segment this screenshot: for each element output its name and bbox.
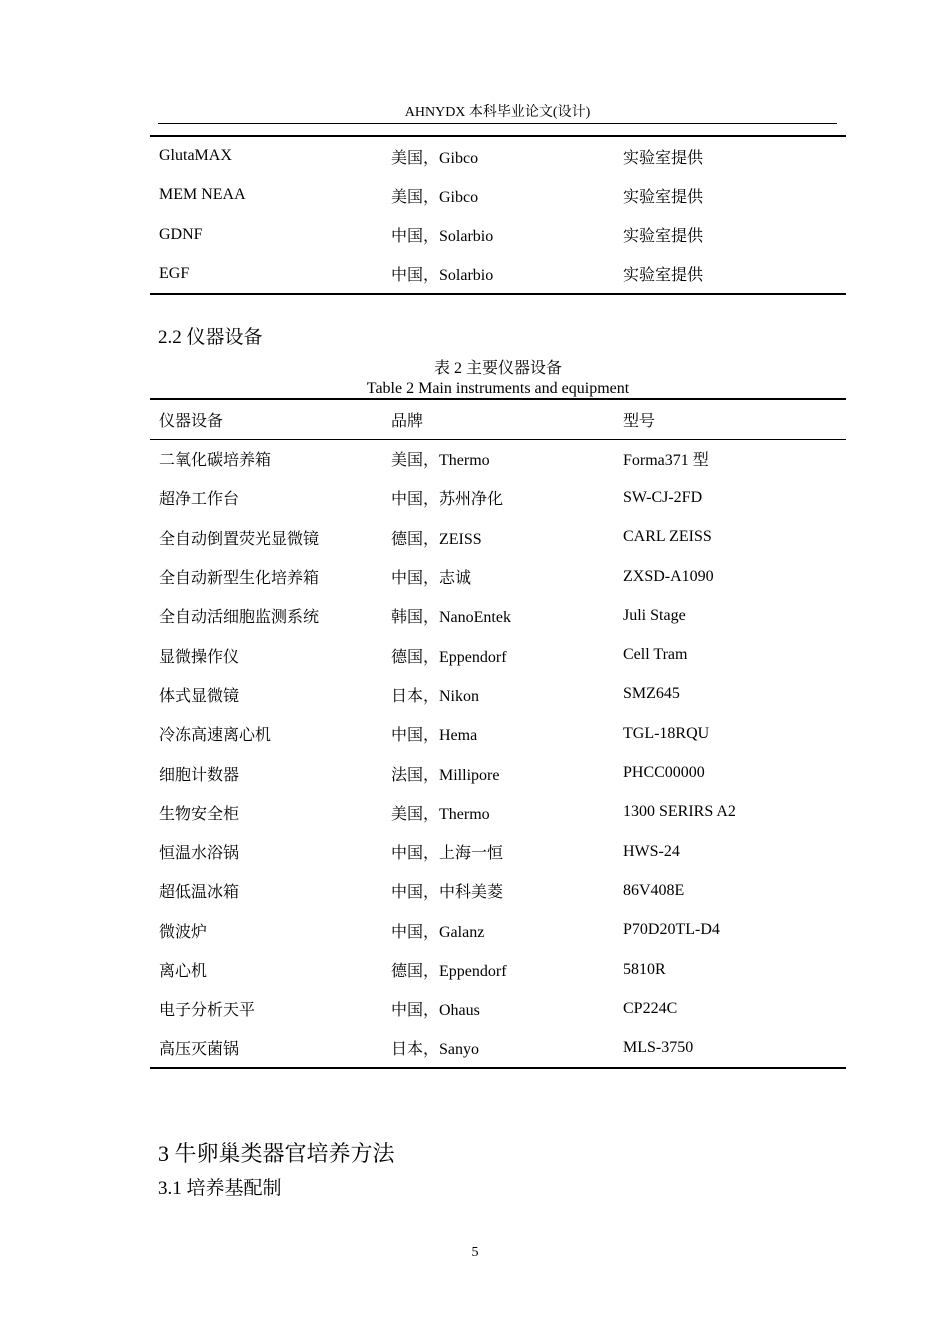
cell-brand: 美国，Gibco bbox=[391, 188, 479, 206]
cell-brand: 中国，苏州净化 bbox=[391, 491, 504, 509]
cell-model: CARL ZEISS bbox=[623, 528, 712, 546]
cell-brand: 美国，Thermo bbox=[391, 452, 490, 470]
cell-brand: 法国，Millipore bbox=[391, 766, 500, 784]
table-row bbox=[150, 215, 846, 255]
cell-model: SMZ645 bbox=[623, 685, 680, 703]
cell-brand: 中国，中科美菱 bbox=[391, 884, 504, 902]
cell-brand: 日本，Nikon bbox=[391, 687, 480, 705]
table-row bbox=[150, 176, 846, 216]
cell-model: 86V408E bbox=[623, 881, 685, 899]
cell-model: P70D20TL-D4 bbox=[623, 921, 720, 939]
cell-name: 二氧化碳培养箱 bbox=[159, 452, 272, 470]
cell-model: Forma371 型 bbox=[623, 452, 709, 470]
cell-model: Juli Stage bbox=[623, 606, 686, 624]
cell-name: 显微操作仪 bbox=[159, 648, 240, 666]
running-header: AHNYDX 本科毕业论文(设计) bbox=[404, 105, 591, 120]
header-rule bbox=[158, 123, 837, 124]
cell-brand: 中国，Ohaus bbox=[391, 1002, 480, 1020]
table-row bbox=[150, 255, 846, 295]
section-heading-3-1: 3.1 培养基配制 bbox=[158, 1178, 282, 1199]
cell-name: 恒温水浴锅 bbox=[159, 845, 240, 863]
cell-brand: 美国，Gibco bbox=[391, 149, 479, 167]
cell-name: MEM NEAA bbox=[159, 186, 246, 204]
table-row bbox=[150, 714, 846, 753]
cell-model: 5810R bbox=[623, 960, 666, 978]
table-row bbox=[150, 478, 846, 517]
table-row bbox=[150, 596, 846, 635]
cell-name: GlutaMAX bbox=[159, 147, 232, 165]
cell-brand: 德国，ZEISS bbox=[391, 530, 482, 548]
cell-name: 冷冻高速离心机 bbox=[159, 727, 272, 745]
cell-name: 细胞计数器 bbox=[159, 766, 240, 784]
column-header-instrument: 仪器设备 bbox=[159, 412, 224, 430]
cell-brand: 中国，上海一恒 bbox=[391, 845, 504, 863]
table-row bbox=[150, 675, 846, 714]
cell-brand: 中国，Solarbio bbox=[391, 267, 494, 285]
cell-brand: 德国，Eppendorf bbox=[391, 963, 507, 980]
cell-name: 全自动新型生化培养箱 bbox=[159, 570, 320, 588]
cell-name: 高压灭菌锅 bbox=[159, 1041, 240, 1059]
cell-model: 1300 SERIRS A2 bbox=[623, 803, 736, 821]
table-row bbox=[150, 439, 846, 478]
cell-name: 全自动倒置荧光显微镜 bbox=[159, 530, 320, 548]
cell-brand: 中国，Hema bbox=[391, 727, 478, 745]
cell-name: 离心机 bbox=[159, 963, 208, 980]
cell-model: 实验室提供 bbox=[623, 228, 704, 246]
cell-model: 实验室提供 bbox=[623, 267, 704, 285]
table-row bbox=[150, 635, 846, 674]
table2-caption-en: Table 2 Main instruments and equipment bbox=[366, 380, 630, 397]
cell-model: PHCC00000 bbox=[623, 764, 705, 782]
cell-brand: 中国，志诚 bbox=[391, 570, 472, 588]
section-heading-3: 3 牛卵巢类器官培养方法 bbox=[158, 1141, 395, 1166]
table2-body bbox=[150, 439, 846, 1068]
cell-model: 实验室提供 bbox=[623, 149, 704, 167]
cell-brand: 中国，Solarbio bbox=[391, 228, 494, 246]
cell-model: SW-CJ-2FD bbox=[623, 488, 703, 506]
cell-model: CP224C bbox=[623, 999, 678, 1017]
cell-name: 全自动活细胞监测系统 bbox=[159, 609, 320, 627]
table-row bbox=[150, 753, 846, 792]
cell-name: 电子分析天平 bbox=[159, 1002, 256, 1020]
cell-model: HWS-24 bbox=[623, 842, 680, 860]
cell-model: ZXSD-A1090 bbox=[623, 567, 714, 585]
table-row bbox=[150, 136, 846, 176]
table-row bbox=[150, 518, 846, 557]
table-row bbox=[150, 793, 846, 832]
table-row bbox=[150, 911, 846, 950]
table-row bbox=[150, 832, 846, 871]
table-row bbox=[150, 557, 846, 596]
cell-brand: 日本，Sanyo bbox=[391, 1041, 480, 1059]
table-row bbox=[150, 871, 846, 910]
cell-name: GDNF bbox=[159, 225, 203, 243]
column-header-model: 型号 bbox=[623, 412, 656, 430]
cell-model: 实验室提供 bbox=[623, 188, 704, 206]
table-header-row bbox=[150, 399, 846, 439]
table1-body bbox=[150, 136, 846, 294]
reagents-table-continued bbox=[150, 135, 846, 295]
table-row bbox=[150, 1028, 846, 1067]
cell-name: 微波炉 bbox=[159, 923, 208, 941]
cell-name: 超净工作台 bbox=[159, 491, 240, 509]
cell-model: TGL-18RQU bbox=[623, 724, 710, 742]
cell-brand: 美国，Thermo bbox=[391, 805, 490, 823]
column-header-brand: 品牌 bbox=[391, 412, 424, 430]
section-heading-2-2: 2.2 仪器设备 bbox=[158, 327, 263, 348]
cell-name: 体式显微镜 bbox=[159, 687, 240, 705]
cell-brand: 韩国，NanoEntek bbox=[391, 609, 511, 627]
cell-brand: 德国，Eppendorf bbox=[391, 648, 507, 666]
cell-name: EGF bbox=[159, 264, 190, 282]
table-row bbox=[150, 950, 846, 989]
cell-name: 超低温冰箱 bbox=[159, 884, 240, 902]
cell-brand: 中国，Galanz bbox=[391, 923, 485, 941]
cell-model: MLS-3750 bbox=[623, 1038, 694, 1056]
cell-model: Cell Tram bbox=[623, 646, 688, 664]
instruments-table bbox=[150, 398, 846, 1069]
cell-name: 生物安全柜 bbox=[159, 805, 240, 823]
table2-caption-cn: 表 2 主要仪器设备 bbox=[433, 360, 562, 377]
table-row bbox=[150, 989, 846, 1028]
page-number: 5 bbox=[471, 1245, 479, 1260]
